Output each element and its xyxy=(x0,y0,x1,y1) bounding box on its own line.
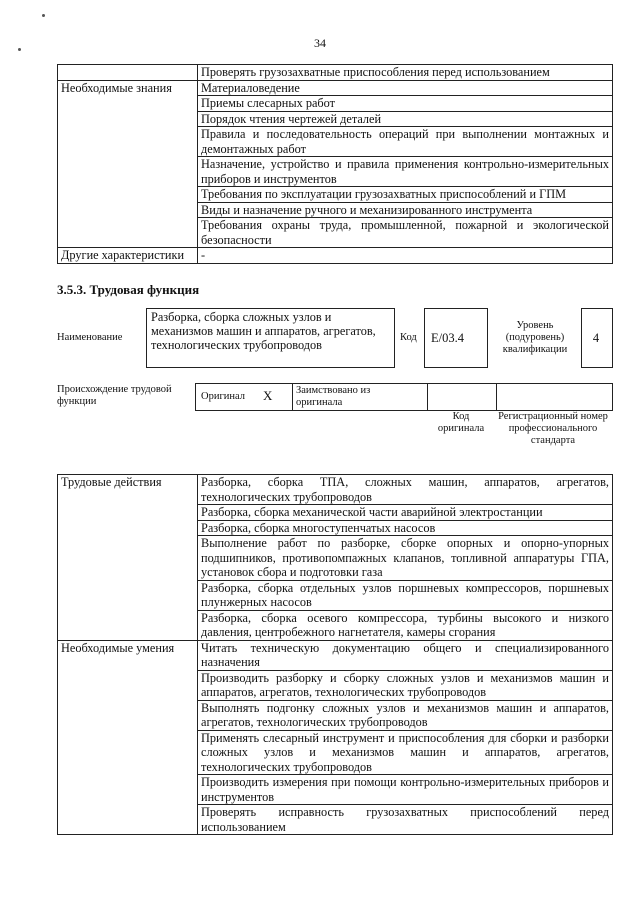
table-cell: Выполнение работ по разборке, сборке опорных и опорно-упорных подшипников, противопомпажных клапанов, топливной аппаратуры ГПА, установок сбора и подготовки газа xyxy=(198,536,613,581)
table-cell: Требования по эксплуатации грузозахватных приспособлений и ГПМ xyxy=(198,187,613,203)
row-header xyxy=(58,65,198,81)
page-number: 34 xyxy=(314,36,326,50)
table-cell: Применять слесарный инструмент и приспособления для сборки и разборки сложных узлов и механизмов машин и аппаратов, агрегатов, технологических трубопроводов xyxy=(198,730,613,775)
table-cell: Разборка, сборка многоступенчатых насосов xyxy=(198,520,613,536)
name-label: Наименование xyxy=(57,332,123,343)
origin-code-box xyxy=(427,383,497,411)
section-title: 3.5.3. Трудовая функция xyxy=(57,282,200,297)
table-cell: Назначение, устройство и правила применения контрольно-измерительных приборов и инструментов xyxy=(198,157,613,187)
row-header-knowledge: Необходимые знания xyxy=(58,80,198,248)
original-label: Оригинал xyxy=(201,391,245,402)
table-cell: Проверять исправность грузозахватных приспособлений перед использованием xyxy=(198,805,613,835)
knowledge-table xyxy=(57,64,613,264)
original-mark: X xyxy=(263,388,273,403)
origin-label: Происхождение трудовой функции xyxy=(57,384,172,407)
reg-number-box xyxy=(496,383,613,411)
table-cell: Виды и назначение ручного и механизированного инструмента xyxy=(198,202,613,218)
table-row xyxy=(58,640,613,670)
table-cell: Разборка, сборка ТПА, сложных машин, аппаратов, агрегатов, технологических трубопроводов xyxy=(198,475,613,505)
level-value: 4 xyxy=(592,331,600,345)
table-row xyxy=(58,248,613,264)
row-header-actions: Трудовые действия xyxy=(58,475,198,641)
code-label: Код xyxy=(400,332,417,343)
table-cell: Производить разборку и сборку сложных узлов и механизмов машин и аппаратов, агрегатов, технологических трубопроводов xyxy=(198,670,613,700)
table-row xyxy=(58,65,613,81)
table-cell: Порядок чтения чертежей деталей xyxy=(198,111,613,127)
table-cell: Выполнять подгонку сложных узлов и механизмов машин и аппаратов, агрегатов, технологических трубопроводов xyxy=(198,700,613,730)
table-cell: Приемы слесарных работ xyxy=(198,96,613,112)
reg-number-label: Регистрационный номер профессионального стандарта xyxy=(498,411,608,446)
table-cell: Производить измерения при помощи контрольно-измерительных приборов и инструментов xyxy=(198,775,613,805)
table-cell: Разборка, сборка механической части аварийной электростанции xyxy=(198,505,613,521)
table-cell: Разборка, сборка осевого компрессора, турбины высокого и низкого давления, центробежного нагнетателя, камеры сгорания xyxy=(198,610,613,640)
scan-speck xyxy=(42,14,45,17)
level-label: Уровень (подуровень) квалификации xyxy=(502,320,568,355)
name-value: Разборка, сборка сложных узлов и механизмов машин и аппаратов, агрегатов, технологических трубопроводов xyxy=(151,310,376,352)
origin-code-label: Код оригинала xyxy=(437,411,485,434)
table-cell: Материаловедение xyxy=(198,80,613,96)
functions-table xyxy=(57,474,613,835)
table-cell: Требования охраны труда, промышленной, пожарной и экологической безопасности xyxy=(198,218,613,248)
table-cell: Читать техническую документацию общего и специализированного назначения xyxy=(198,640,613,670)
table-row xyxy=(58,80,613,96)
table-cell: Проверять грузозахватные приспособления перед использованием xyxy=(198,65,613,81)
row-header-other: Другие характеристики xyxy=(58,248,198,264)
table-cell: Разборка, сборка отдельных узлов поршневых компрессоров, поршневых плунжерных насосов xyxy=(198,580,613,610)
row-header-skills: Необходимые умения xyxy=(58,640,198,835)
borrowed-label: Заимствовано из оригинала xyxy=(296,385,371,408)
table-cell: - xyxy=(198,248,613,264)
code-value: E/03.4 xyxy=(431,331,464,345)
table-row xyxy=(58,475,613,505)
table-cell: Правила и последовательность операций при выполнении монтажных и демонтажных работ xyxy=(198,127,613,157)
